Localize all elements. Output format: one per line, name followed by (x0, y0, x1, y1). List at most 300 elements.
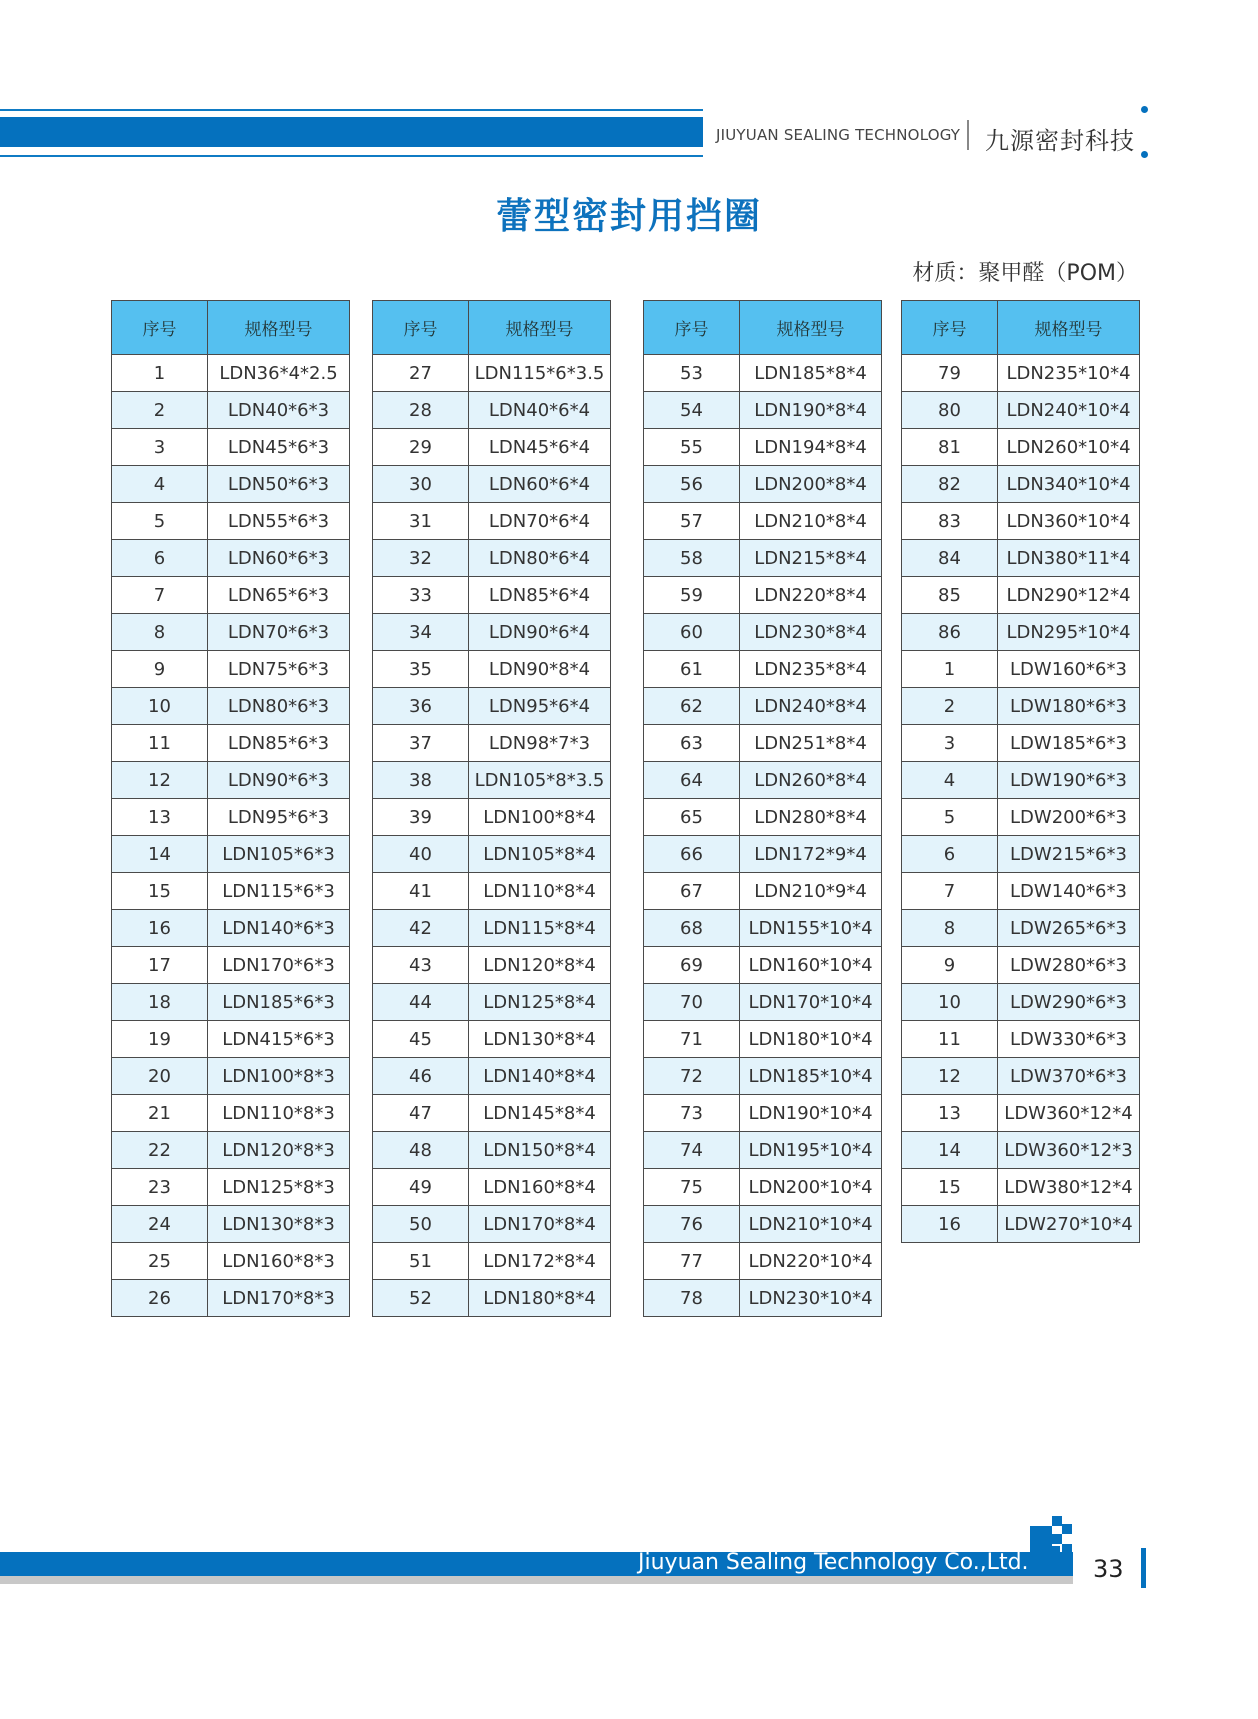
cell-index: 14 (902, 1132, 998, 1169)
cell-index: 75 (644, 1169, 740, 1206)
table-row (644, 762, 882, 799)
table-row (644, 1021, 882, 1058)
header-rule-top (0, 109, 703, 111)
cell-index: 5 (112, 503, 208, 540)
cell-model: LDN125*8*4 (469, 984, 611, 1021)
cell-index: 55 (644, 429, 740, 466)
table-row (112, 762, 350, 799)
cell-index: 60 (644, 614, 740, 651)
cell-index: 53 (644, 355, 740, 392)
cell-index: 7 (902, 873, 998, 910)
header-dot-bottom (1141, 151, 1148, 158)
cell-model: LDN230*10*4 (740, 1280, 882, 1317)
table-row (644, 614, 882, 651)
table-row (373, 1243, 611, 1280)
table-row (373, 725, 611, 762)
cell-index: 25 (112, 1243, 208, 1280)
cell-model: LDN380*11*4 (998, 540, 1140, 577)
table-row (902, 762, 1140, 799)
cell-index: 3 (112, 429, 208, 466)
cell-index: 15 (902, 1169, 998, 1206)
cell-index: 9 (902, 947, 998, 984)
table-row (112, 688, 350, 725)
cell-index: 54 (644, 392, 740, 429)
cell-model: LDN280*8*4 (740, 799, 882, 836)
cell-index: 85 (902, 577, 998, 614)
cell-index: 26 (112, 1280, 208, 1317)
cell-index: 22 (112, 1132, 208, 1169)
cell-model: LDN115*8*4 (469, 910, 611, 947)
table-row (902, 1095, 1140, 1132)
cell-index: 13 (112, 799, 208, 836)
table-row (902, 466, 1140, 503)
table-row (644, 910, 882, 947)
cell-index: 40 (373, 836, 469, 873)
table-row (373, 910, 611, 947)
table-row (644, 1169, 882, 1206)
cell-index: 82 (902, 466, 998, 503)
table-row (112, 429, 350, 466)
table-row (902, 540, 1140, 577)
cell-model: LDN195*10*4 (740, 1132, 882, 1169)
cell-model: LDN130*8*3 (208, 1206, 350, 1243)
header-dot-top (1141, 106, 1148, 113)
cell-index: 28 (373, 392, 469, 429)
table-row (902, 1169, 1140, 1206)
cell-model: LDN170*8*3 (208, 1280, 350, 1317)
cell-model: LDW160*6*3 (998, 651, 1140, 688)
cell-index: 35 (373, 651, 469, 688)
page-number-bar (1141, 1548, 1146, 1588)
cell-model: LDN185*10*4 (740, 1058, 882, 1095)
table-row (112, 1058, 350, 1095)
cell-index: 52 (373, 1280, 469, 1317)
cell-model: LDN172*9*4 (740, 836, 882, 873)
cell-index: 78 (644, 1280, 740, 1317)
cell-index: 61 (644, 651, 740, 688)
cell-index: 11 (112, 725, 208, 762)
table-row (112, 1132, 350, 1169)
cell-index: 16 (112, 910, 208, 947)
cell-model: LDW185*6*3 (998, 725, 1140, 762)
table-row (902, 1132, 1140, 1169)
table-row (112, 392, 350, 429)
cell-index: 79 (902, 355, 998, 392)
cell-index: 15 (112, 873, 208, 910)
cell-model: LDW360*12*4 (998, 1095, 1140, 1132)
cell-model: LDN110*8*3 (208, 1095, 350, 1132)
table-row (373, 614, 611, 651)
cell-model: LDN110*8*4 (469, 873, 611, 910)
cell-model: LDN210*8*4 (740, 503, 882, 540)
cell-model: LDN180*10*4 (740, 1021, 882, 1058)
cell-index: 59 (644, 577, 740, 614)
cell-index: 29 (373, 429, 469, 466)
table-row (644, 836, 882, 873)
table-row (373, 429, 611, 466)
table-row (373, 799, 611, 836)
cell-model: LDN185*6*3 (208, 984, 350, 1021)
cell-index: 6 (112, 540, 208, 577)
cell-model: LDN70*6*4 (469, 503, 611, 540)
table-row (373, 984, 611, 1021)
footer-logo-icon (1030, 1512, 1074, 1556)
cell-model: LDN85*6*4 (469, 577, 611, 614)
cell-index: 4 (902, 762, 998, 799)
cell-index: 2 (902, 688, 998, 725)
col-header-index: 序号 (112, 301, 208, 355)
cell-index: 3 (902, 725, 998, 762)
table-row (644, 725, 882, 762)
table-row (644, 429, 882, 466)
table-row (902, 429, 1140, 466)
col-header-index: 序号 (902, 301, 998, 355)
cell-model: LDN220*10*4 (740, 1243, 882, 1280)
table-row (902, 836, 1140, 873)
cell-model: LDW140*6*3 (998, 873, 1140, 910)
cell-index: 57 (644, 503, 740, 540)
table-row (373, 1058, 611, 1095)
cell-model: LDN105*8*4 (469, 836, 611, 873)
cell-model: LDN100*8*3 (208, 1058, 350, 1095)
cell-model: LDN260*8*4 (740, 762, 882, 799)
cell-index: 10 (112, 688, 208, 725)
table-row (112, 725, 350, 762)
cell-model: LDN160*8*4 (469, 1169, 611, 1206)
table-row (373, 1132, 611, 1169)
cell-model: LDN75*6*3 (208, 651, 350, 688)
table-row (902, 1058, 1140, 1095)
cell-index: 66 (644, 836, 740, 873)
cell-model: LDN45*6*3 (208, 429, 350, 466)
table-row (644, 503, 882, 540)
cell-index: 24 (112, 1206, 208, 1243)
cell-model: LDN360*10*4 (998, 503, 1140, 540)
cell-model: LDN185*8*4 (740, 355, 882, 392)
table-row (373, 688, 611, 725)
cell-model: LDN251*8*4 (740, 725, 882, 762)
table-row (112, 651, 350, 688)
cell-index: 7 (112, 577, 208, 614)
cell-index: 76 (644, 1206, 740, 1243)
cell-model: LDN98*7*3 (469, 725, 611, 762)
cell-model: LDN170*6*3 (208, 947, 350, 984)
cell-index: 81 (902, 429, 998, 466)
table-row (112, 1206, 350, 1243)
cell-model: LDN235*10*4 (998, 355, 1140, 392)
cell-model: LDN145*8*4 (469, 1095, 611, 1132)
cell-model: LDN215*8*4 (740, 540, 882, 577)
table-row (112, 947, 350, 984)
cell-model: LDN240*8*4 (740, 688, 882, 725)
cell-model: LDW200*6*3 (998, 799, 1140, 836)
cell-index: 32 (373, 540, 469, 577)
cell-index: 14 (112, 836, 208, 873)
cell-model: LDN90*6*4 (469, 614, 611, 651)
cell-model: LDN160*8*3 (208, 1243, 350, 1280)
cell-model: LDW290*6*3 (998, 984, 1140, 1021)
table-row (112, 1280, 350, 1317)
cell-model: LDN415*6*3 (208, 1021, 350, 1058)
cell-model: LDW280*6*3 (998, 947, 1140, 984)
cell-index: 20 (112, 1058, 208, 1095)
cell-model: LDN120*8*3 (208, 1132, 350, 1169)
cell-index: 69 (644, 947, 740, 984)
cell-model: LDN220*8*4 (740, 577, 882, 614)
cell-index: 70 (644, 984, 740, 1021)
table-row (644, 947, 882, 984)
cell-model: LDN150*8*4 (469, 1132, 611, 1169)
cell-index: 67 (644, 873, 740, 910)
cell-model: LDN140*8*4 (469, 1058, 611, 1095)
cell-index: 73 (644, 1095, 740, 1132)
table-row (112, 540, 350, 577)
cell-index: 18 (112, 984, 208, 1021)
header-rule-bottom (0, 155, 703, 157)
cell-index: 6 (902, 836, 998, 873)
table-row (902, 910, 1140, 947)
table-row (902, 688, 1140, 725)
cell-index: 56 (644, 466, 740, 503)
cell-index: 12 (902, 1058, 998, 1095)
table-row (112, 1095, 350, 1132)
footer-grey-rule (0, 1576, 1073, 1584)
table-row (112, 1021, 350, 1058)
cell-index: 51 (373, 1243, 469, 1280)
table-row (902, 725, 1140, 762)
cell-model: LDN260*10*4 (998, 429, 1140, 466)
cell-index: 1 (902, 651, 998, 688)
cell-model: LDN105*8*3.5 (469, 762, 611, 799)
cell-model: LDW270*10*4 (998, 1206, 1140, 1243)
table-row (112, 1169, 350, 1206)
cell-model: LDW265*6*3 (998, 910, 1140, 947)
cell-index: 8 (112, 614, 208, 651)
cell-model: LDN180*8*4 (469, 1280, 611, 1317)
cell-model: LDN105*6*3 (208, 836, 350, 873)
cell-model: LDN235*8*4 (740, 651, 882, 688)
header-band (0, 117, 703, 147)
cell-model: LDN160*10*4 (740, 947, 882, 984)
table-row (373, 1169, 611, 1206)
cell-index: 34 (373, 614, 469, 651)
cell-model: LDN140*6*3 (208, 910, 350, 947)
col-header-index: 序号 (373, 301, 469, 355)
table-row (902, 503, 1140, 540)
cell-index: 19 (112, 1021, 208, 1058)
table-row (644, 1095, 882, 1132)
page-title: 蕾型密封用挡圈 (495, 196, 762, 237)
table-row (112, 503, 350, 540)
cell-model: LDN170*10*4 (740, 984, 882, 1021)
table-row (112, 836, 350, 873)
cell-index: 27 (373, 355, 469, 392)
table-row (902, 799, 1140, 836)
cell-index: 49 (373, 1169, 469, 1206)
table-row (902, 1021, 1140, 1058)
cell-index: 68 (644, 910, 740, 947)
cell-index: 58 (644, 540, 740, 577)
cell-model: LDN95*6*4 (469, 688, 611, 725)
cell-model: LDN240*10*4 (998, 392, 1140, 429)
cell-model: LDN50*6*3 (208, 466, 350, 503)
table-row (373, 392, 611, 429)
table-row (112, 799, 350, 836)
cell-model: LDN65*6*3 (208, 577, 350, 614)
table-row (112, 355, 350, 392)
cell-index: 50 (373, 1206, 469, 1243)
table-row (644, 577, 882, 614)
cell-model: LDN155*10*4 (740, 910, 882, 947)
table-row (902, 577, 1140, 614)
header-company-cn: 九源密封科技 (985, 127, 1135, 155)
cell-index: 11 (902, 1021, 998, 1058)
footer-company: Jiuyuan Sealing Technology Co.,Ltd. (638, 1550, 1029, 1575)
table-row (644, 540, 882, 577)
table-row (644, 1132, 882, 1169)
cell-index: 1 (112, 355, 208, 392)
table-row (902, 947, 1140, 984)
cell-model: LDN90*6*3 (208, 762, 350, 799)
cell-index: 42 (373, 910, 469, 947)
cell-index: 83 (902, 503, 998, 540)
cell-index: 9 (112, 651, 208, 688)
col-header-model: 规格型号 (998, 301, 1140, 355)
cell-index: 13 (902, 1095, 998, 1132)
cell-model: LDN290*12*4 (998, 577, 1140, 614)
table-row (373, 762, 611, 799)
table-row (902, 984, 1140, 1021)
cell-model: LDN40*6*4 (469, 392, 611, 429)
col-header-model: 规格型号 (740, 301, 882, 355)
table-row (644, 1243, 882, 1280)
spec-table-4 (901, 300, 1140, 1243)
cell-model: LDW380*12*4 (998, 1169, 1140, 1206)
cell-model: LDN190*8*4 (740, 392, 882, 429)
cell-model: LDN115*6*3 (208, 873, 350, 910)
table-row (112, 984, 350, 1021)
cell-model: LDN36*4*2.5 (208, 355, 350, 392)
cell-model: LDN80*6*4 (469, 540, 611, 577)
table-row (644, 984, 882, 1021)
table-row (112, 614, 350, 651)
table-row (373, 540, 611, 577)
cell-index: 4 (112, 466, 208, 503)
cell-index: 41 (373, 873, 469, 910)
cell-model: LDN40*6*3 (208, 392, 350, 429)
cell-model: LDN200*10*4 (740, 1169, 882, 1206)
table-row (373, 1095, 611, 1132)
table-row (644, 392, 882, 429)
table-row (644, 688, 882, 725)
cell-model: LDN130*8*4 (469, 1021, 611, 1058)
cell-index: 38 (373, 762, 469, 799)
cell-index: 17 (112, 947, 208, 984)
cell-index: 23 (112, 1169, 208, 1206)
cell-model: LDN120*8*4 (469, 947, 611, 984)
cell-model: LDW215*6*3 (998, 836, 1140, 873)
cell-index: 36 (373, 688, 469, 725)
table-row (644, 355, 882, 392)
spec-table-3 (643, 300, 882, 1317)
cell-model: LDW190*6*3 (998, 762, 1140, 799)
col-header-model: 规格型号 (469, 301, 611, 355)
cell-model: LDW330*6*3 (998, 1021, 1140, 1058)
cell-model: LDN170*8*4 (469, 1206, 611, 1243)
table-row (373, 836, 611, 873)
cell-index: 80 (902, 392, 998, 429)
cell-model: LDN100*8*4 (469, 799, 611, 836)
table-row (112, 577, 350, 614)
cell-index: 45 (373, 1021, 469, 1058)
cell-model: LDN210*10*4 (740, 1206, 882, 1243)
col-header-index: 序号 (644, 301, 740, 355)
cell-model: LDW180*6*3 (998, 688, 1140, 725)
table-row (373, 466, 611, 503)
cell-model: LDN95*6*3 (208, 799, 350, 836)
cell-model: LDN172*8*4 (469, 1243, 611, 1280)
cell-index: 65 (644, 799, 740, 836)
cell-model: LDN125*8*3 (208, 1169, 350, 1206)
cell-index: 64 (644, 762, 740, 799)
cell-index: 33 (373, 577, 469, 614)
cell-index: 71 (644, 1021, 740, 1058)
cell-index: 48 (373, 1132, 469, 1169)
table-row (373, 873, 611, 910)
cell-index: 84 (902, 540, 998, 577)
cell-model: LDN60*6*4 (469, 466, 611, 503)
cell-model: LDN340*10*4 (998, 466, 1140, 503)
table-row (373, 503, 611, 540)
cell-model: LDN90*8*4 (469, 651, 611, 688)
cell-model: LDW370*6*3 (998, 1058, 1140, 1095)
cell-model: LDN190*10*4 (740, 1095, 882, 1132)
cell-model: LDN210*9*4 (740, 873, 882, 910)
cell-index: 86 (902, 614, 998, 651)
cell-index: 44 (373, 984, 469, 1021)
cell-model: LDN115*6*3.5 (469, 355, 611, 392)
table-row (112, 910, 350, 947)
cell-index: 2 (112, 392, 208, 429)
table-row (644, 466, 882, 503)
table-row (902, 873, 1140, 910)
cell-model: LDW360*12*3 (998, 1132, 1140, 1169)
table-row (112, 466, 350, 503)
table-row (902, 392, 1140, 429)
cell-model: LDN295*10*4 (998, 614, 1140, 651)
table-row (373, 1280, 611, 1317)
page-number: 33 (1093, 1555, 1124, 1583)
cell-index: 74 (644, 1132, 740, 1169)
table-row (112, 873, 350, 910)
header-separator (967, 120, 969, 150)
table-row (902, 651, 1140, 688)
spec-table-2 (372, 300, 611, 1317)
cell-index: 12 (112, 762, 208, 799)
table-row (644, 1280, 882, 1317)
material-note: 材质：聚甲醛（POM） (912, 261, 1138, 286)
cell-model: LDN194*8*4 (740, 429, 882, 466)
cell-index: 31 (373, 503, 469, 540)
cell-model: LDN45*6*4 (469, 429, 611, 466)
table-row (644, 1206, 882, 1243)
table-row (373, 651, 611, 688)
cell-model: LDN230*8*4 (740, 614, 882, 651)
cell-index: 10 (902, 984, 998, 1021)
table-row (373, 577, 611, 614)
table-row (373, 355, 611, 392)
table-row (902, 614, 1140, 651)
